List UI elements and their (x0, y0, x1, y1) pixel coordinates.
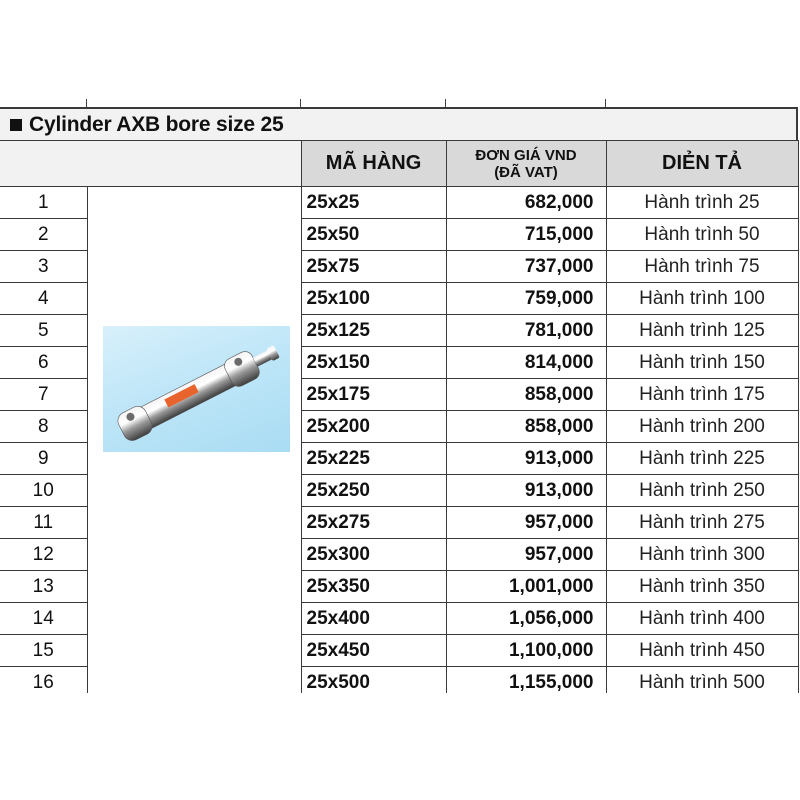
description: Hành trình 300 (606, 539, 798, 571)
description: Hành trình 75 (606, 251, 798, 283)
column-tick-mark (86, 99, 87, 107)
row-number: 4 (0, 283, 87, 315)
description: Hành trình 450 (606, 635, 798, 667)
row-number: 1 (0, 187, 87, 219)
square-bullet-icon (10, 119, 22, 131)
description: Hành trình 200 (606, 411, 798, 443)
header-unit-price-line2: (ĐÃ VAT) (494, 163, 558, 181)
row-number: 7 (0, 379, 87, 411)
row-number: 13 (0, 571, 87, 603)
row-number: 8 (0, 411, 87, 443)
row-number: 15 (0, 635, 87, 667)
table-title-bar (0, 107, 798, 142)
page-bottom-whitespace (0, 693, 800, 800)
product-code: 25x300 (301, 539, 446, 571)
unit-price: 858,000 (446, 411, 606, 443)
column-tick-mark (605, 99, 606, 107)
product-code: 25x350 (301, 571, 446, 603)
header-row (0, 141, 798, 187)
header-blank-cell (0, 141, 301, 187)
unit-price: 682,000 (446, 187, 606, 219)
unit-price: 858,000 (446, 379, 606, 411)
unit-price: 1,056,000 (446, 603, 606, 635)
description: Hành trình 400 (606, 603, 798, 635)
column-tick-mark (445, 99, 446, 107)
description: Hành trình 100 (606, 283, 798, 315)
row-number: 12 (0, 539, 87, 571)
description: Hành trình 25 (606, 187, 798, 219)
product-code: 25x125 (301, 315, 446, 347)
product-code: 25x50 (301, 219, 446, 251)
row-number: 9 (0, 443, 87, 475)
unit-price: 759,000 (446, 283, 606, 315)
unit-price: 913,000 (446, 443, 606, 475)
unit-price: 814,000 (446, 347, 606, 379)
header-unit-price (446, 141, 606, 187)
unit-price: 737,000 (446, 251, 606, 283)
header-description: DIẺN TẢ (606, 141, 798, 187)
row-number: 11 (0, 507, 87, 539)
row-number: 5 (0, 315, 87, 347)
column-tick-mark (300, 99, 301, 107)
description: Hành trình 350 (606, 571, 798, 603)
product-code: 25x500 (301, 667, 446, 699)
row-number: 14 (0, 603, 87, 635)
unit-price: 781,000 (446, 315, 606, 347)
header-unit-price-line1: ĐƠN GIÁ VND (475, 146, 577, 164)
row-number: 6 (0, 347, 87, 379)
description: Hành trình 50 (606, 219, 798, 251)
unit-price: 1,001,000 (446, 571, 606, 603)
table-row (0, 187, 798, 219)
unit-price: 1,155,000 (446, 667, 606, 699)
row-number: 16 (0, 667, 87, 699)
row-number: 10 (0, 475, 87, 507)
product-code: 25x250 (301, 475, 446, 507)
unit-price: 913,000 (446, 475, 606, 507)
description: Hành trình 225 (606, 443, 798, 475)
product-code: 25x225 (301, 443, 446, 475)
description: Hành trình 500 (606, 667, 798, 699)
row-number: 2 (0, 219, 87, 251)
product-code: 25x25 (301, 187, 446, 219)
pneumatic-cylinder-icon (103, 326, 290, 452)
unit-price: 715,000 (446, 219, 606, 251)
description: Hành trình 150 (606, 347, 798, 379)
product-code: 25x100 (301, 283, 446, 315)
unit-price: 1,100,000 (446, 635, 606, 667)
product-code: 25x200 (301, 411, 446, 443)
product-code: 25x175 (301, 379, 446, 411)
product-code: 25x75 (301, 251, 446, 283)
product-code: 25x400 (301, 603, 446, 635)
unit-price: 957,000 (446, 507, 606, 539)
product-code: 25x275 (301, 507, 446, 539)
header-product-code: MÃ HÀNG (301, 141, 446, 187)
product-image (103, 326, 290, 452)
product-code: 25x150 (301, 347, 446, 379)
description: Hành trình 125 (606, 315, 798, 347)
row-number: 3 (0, 251, 87, 283)
description: Hành trình 275 (606, 507, 798, 539)
description: Hành trình 175 (606, 379, 798, 411)
description: Hành trình 250 (606, 475, 798, 507)
table-title: Cylinder AXB bore size 25 (29, 113, 284, 136)
product-code: 25x450 (301, 635, 446, 667)
unit-price: 957,000 (446, 539, 606, 571)
